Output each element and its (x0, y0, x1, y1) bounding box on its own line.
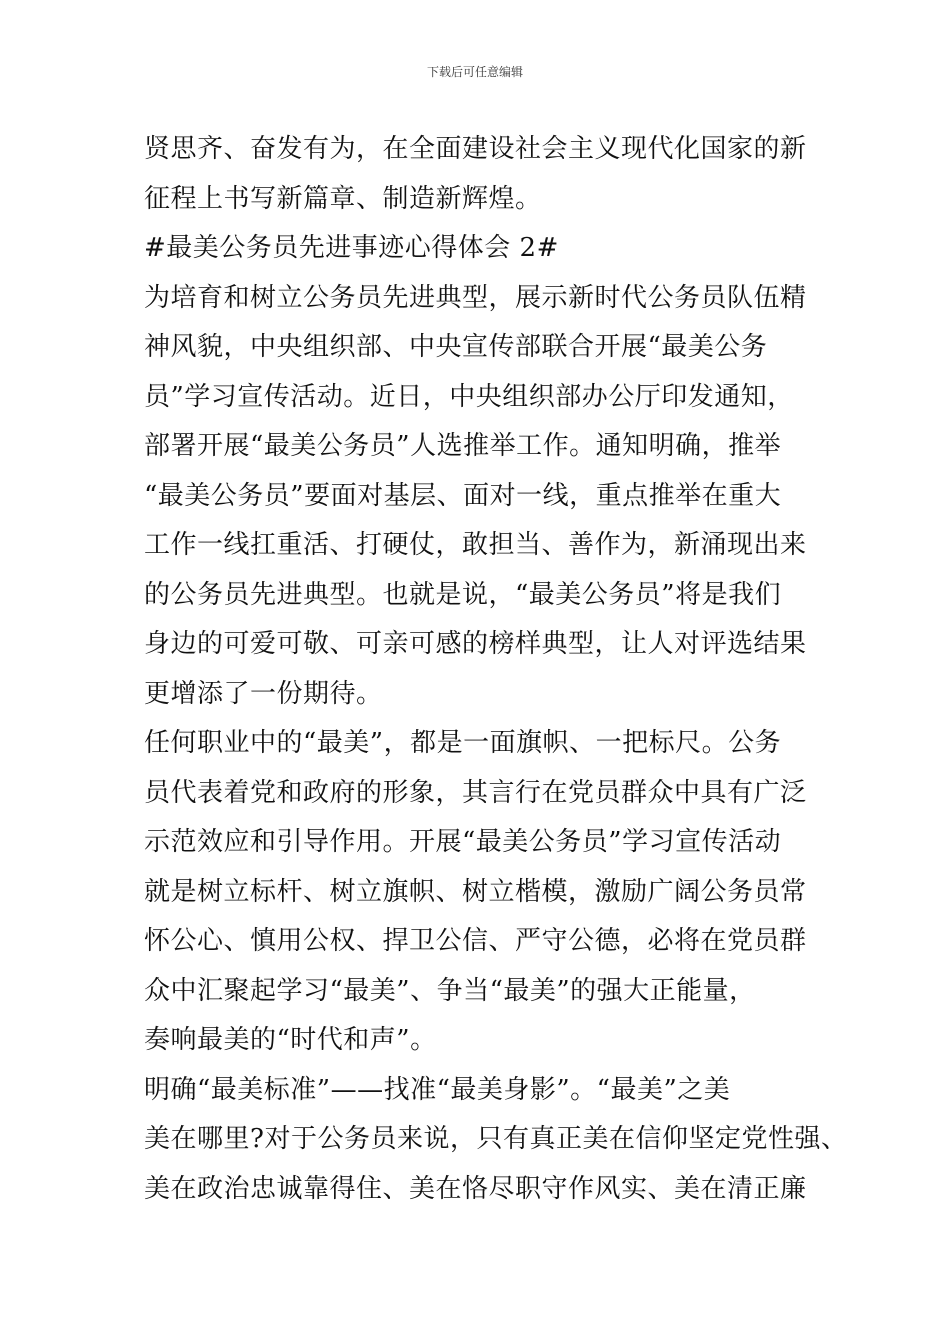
text-line: 神风貌，中央组织部、中央宣传部联合开展“最美公务 (144, 332, 768, 362)
text-line: 身边的可爱可敬、可亲可感的榜样典型，让人对评选结果 (144, 629, 807, 659)
text-line: 工作一线扛重活、打硬仗，敢担当、善作为，新涌现出来 (144, 530, 807, 560)
text-line: 美在政治忠诚靠得住、美在恪尽职守作风实、美在清正廉 (144, 1173, 807, 1204)
text-line: “最美公务员”要面对基层、面对一线，重点推举在重大 (144, 480, 782, 511)
text-line: 更增添了一份期待。 (144, 678, 383, 709)
text-line: 奏响最美的“时代和声”。 (144, 1025, 437, 1055)
text-line: 示范效应和引导作用。开展“最美公务员”学习宣传活动 (144, 827, 782, 857)
text-line: 员”学习宣传活动。近日，中央组织部办公厅印发通知， (144, 381, 794, 412)
page-header: 下载后可任意编辑 (426, 65, 523, 79)
text-line: 员代表着党和政府的形象，其言行在党员群众中具有广泛 (144, 777, 807, 808)
text-line: 美在哪里?对于公务员来说，只有真正美在信仰坚定党性强、 (144, 1124, 848, 1154)
text-line: 众中汇聚起学习“最美”、争当“最美”的强大正能量， (144, 975, 756, 1006)
text-line: 为培育和树立公务员先进典型，展示新时代公务员队伍精 (144, 282, 807, 313)
text-line: 部署开展“最美公务员”人选推举工作。通知明确，推举 (144, 431, 782, 461)
text-line: 任何职业中的“最美”，都是一面旗帜、一把标尺。公务 (144, 728, 782, 758)
text-line: 的公务员先进典型。也就是说，“最美公务员”将是我们 (144, 579, 782, 610)
document-body (144, 125, 848, 1214)
text-line: 就是树立标杆、树立旗帜、树立楷模，激励广阔公务员常 (144, 876, 807, 907)
text-line: 明确“最美标准”——找准“最美身影”。“最美”之美 (144, 1074, 731, 1105)
text-line: 怀公心、慎用公权、捍卫公信、严守公德，必将在党员群 (144, 926, 807, 956)
text-line: 贤思齐、奋发有为，在全面建设社会主义现代化国家的新 (144, 134, 807, 164)
section-heading: #最美公务员先进事迹心得体会 2# (144, 233, 559, 263)
text-line: 征程上书写新篇章、制造新辉煌。 (144, 183, 542, 214)
